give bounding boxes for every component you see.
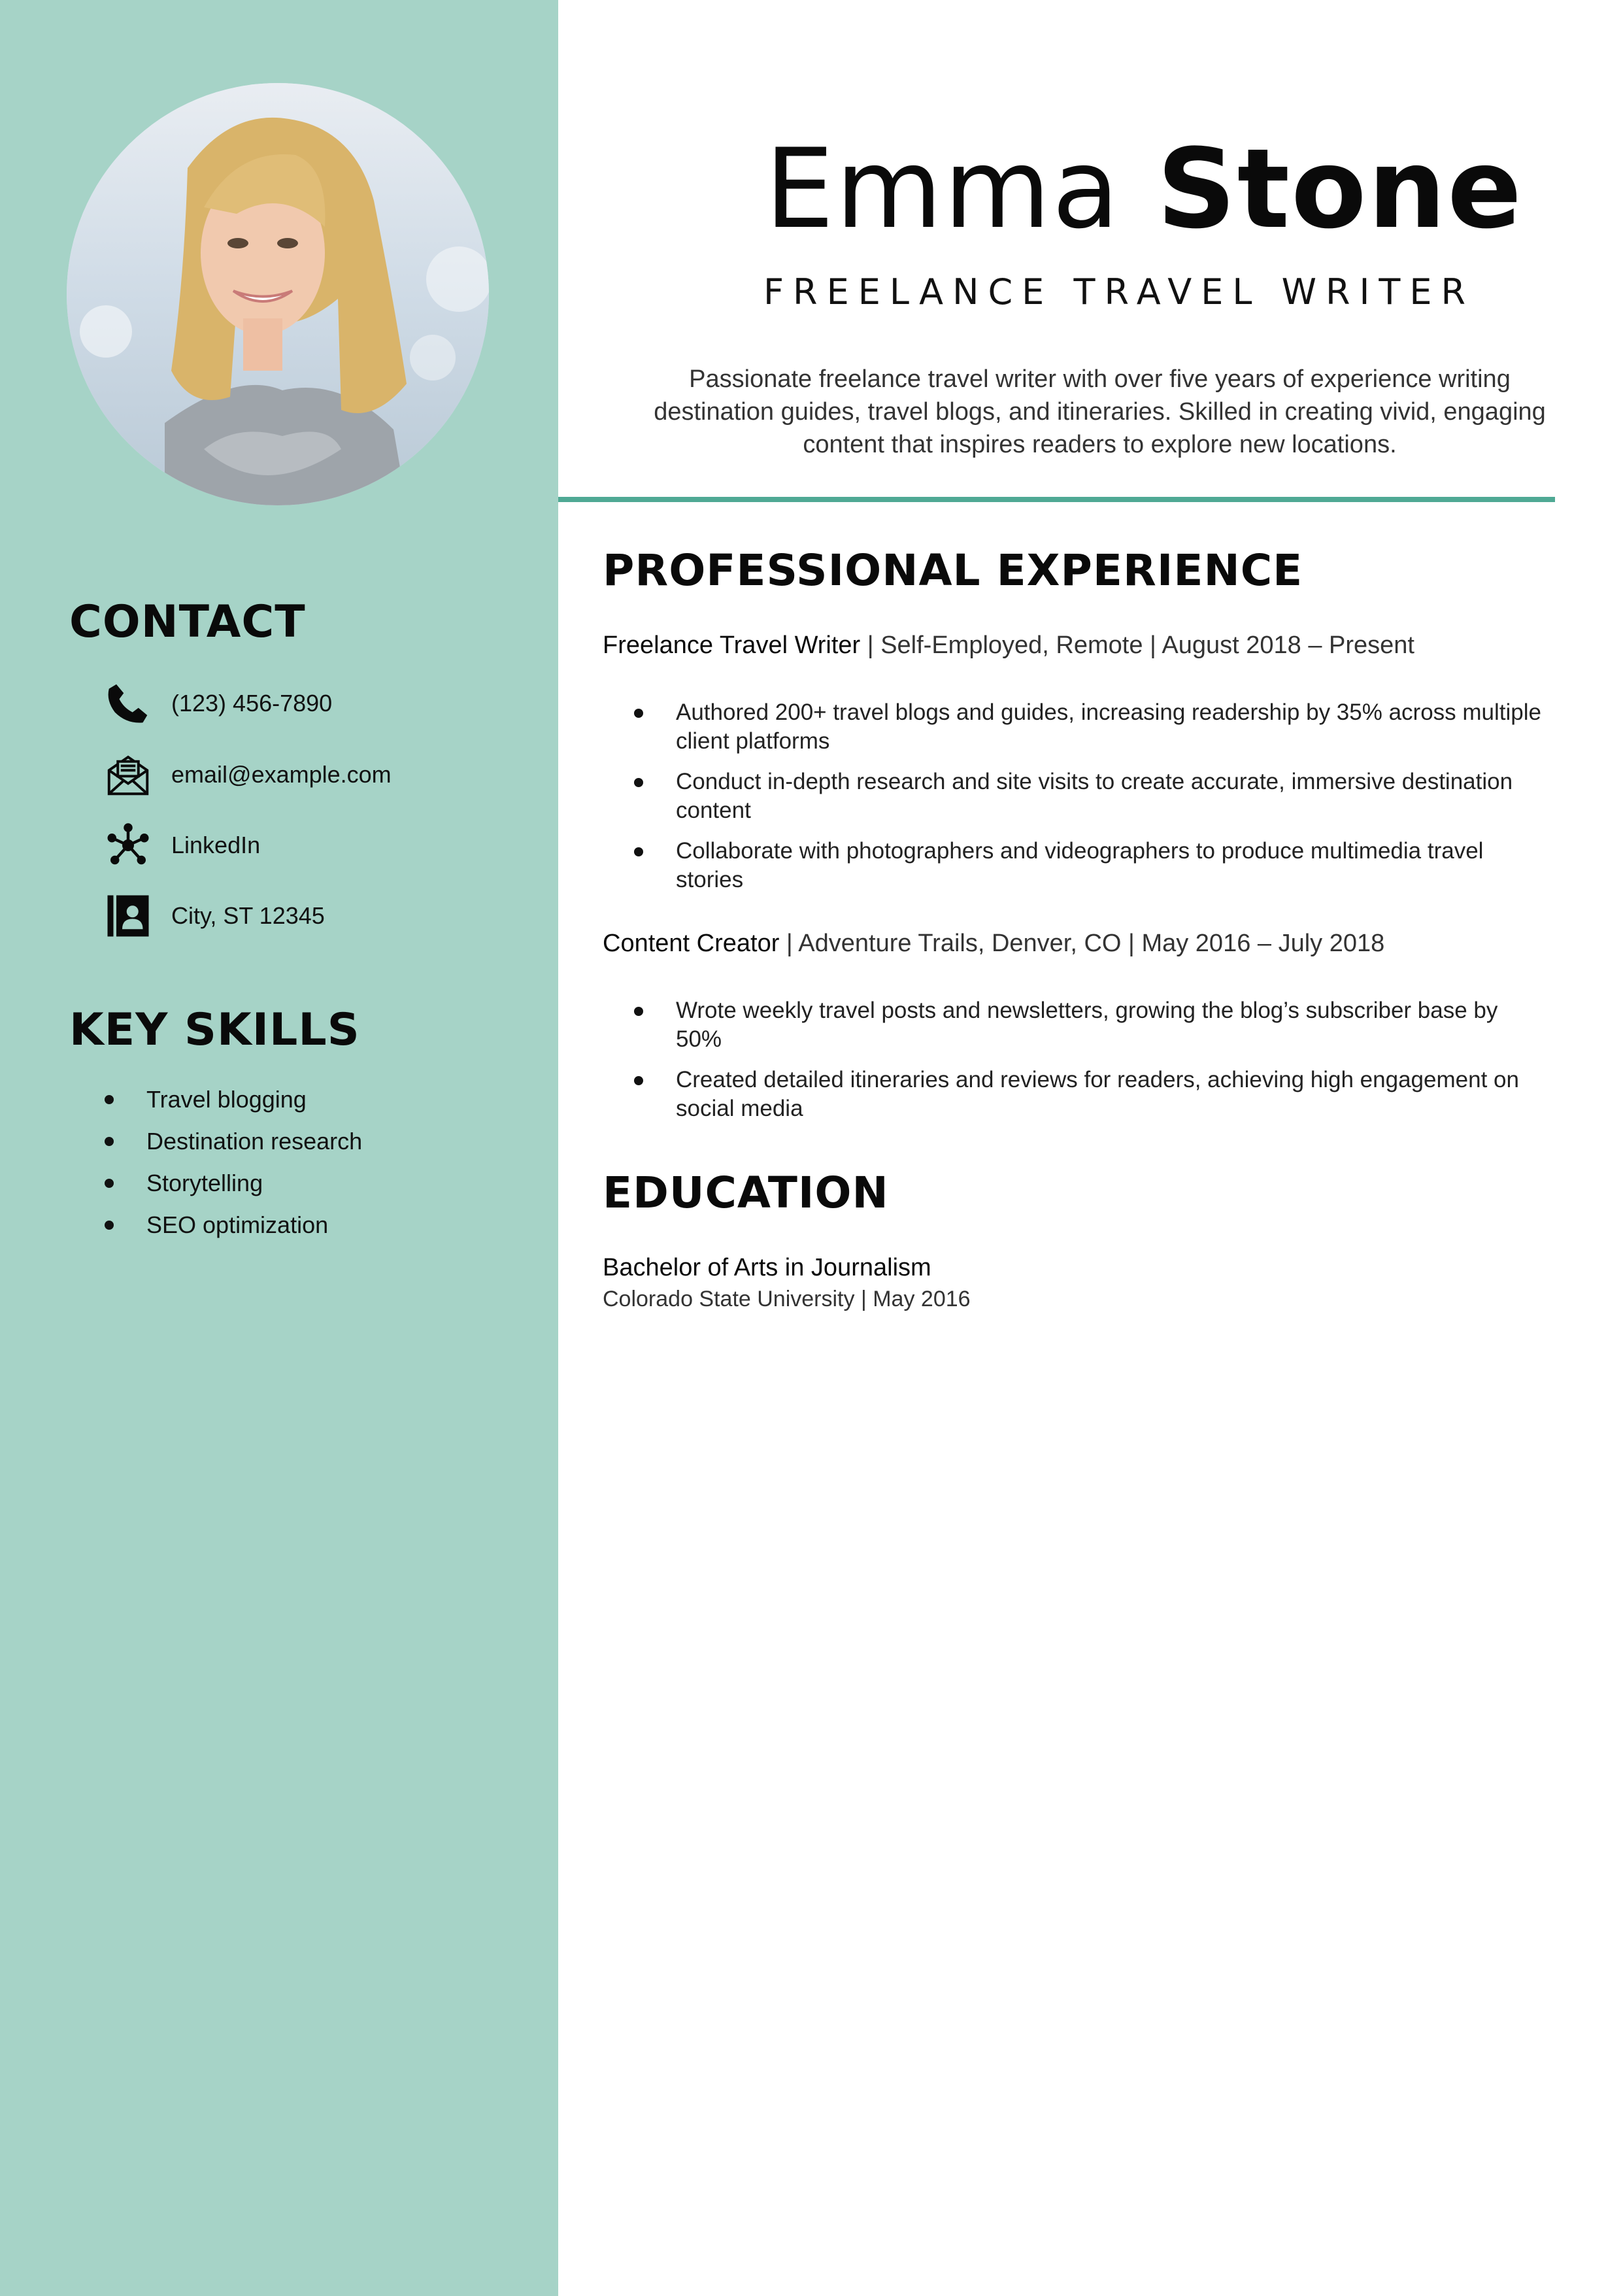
network-icon	[103, 820, 153, 870]
skill-item: SEO optimization	[105, 1209, 362, 1251]
list-item: Conduct in-depth research and site visits to create accurate, immersive destination content	[634, 768, 1543, 825]
summary: Passionate freelance travel writer with over five years of experience writing destination guides, travel blogs, and itineraries. Skilled in creating vivid, engaging content that inspires readers to explore new locations.	[654, 365, 1546, 458]
job-2-details: | Adventure Trails, Denver, CO | May 2016 – July 2018	[779, 930, 1385, 957]
job-1-bullets	[634, 698, 1543, 906]
contact-email-text[interactable]: email@example.com	[171, 761, 392, 788]
skill-item: Destination research	[105, 1125, 362, 1167]
skills-list	[105, 1083, 362, 1251]
school-line: Colorado State University | May 2016	[603, 1287, 971, 1311]
bullet	[105, 1137, 114, 1146]
experience-heading: PROFESSIONAL EXPERIENCE	[603, 545, 1303, 596]
list-item: Created detailed itineraries and reviews for readers, achieving high engagement on social media	[634, 1066, 1543, 1123]
last-name: Stone	[1156, 125, 1524, 253]
contact-address-text: City, ST 12345	[171, 902, 325, 929]
job-1-role: Freelance Travel Writer	[603, 632, 861, 659]
bullet	[634, 1007, 643, 1016]
first-name: Emma	[765, 125, 1121, 253]
full-name	[765, 125, 1524, 253]
skills-heading: KEY SKILLS	[69, 1004, 360, 1056]
job-1-details: | Self-Employed, Remote | August 2018 – Present	[860, 632, 1414, 659]
contact-phone-text: (123) 456-7890	[171, 690, 333, 717]
header-divider	[558, 497, 1555, 502]
bullet	[105, 1095, 114, 1104]
address-book-icon	[103, 891, 153, 941]
contact-address	[103, 891, 325, 941]
bullet	[634, 1076, 643, 1085]
contact-email	[103, 750, 392, 800]
bullet	[105, 1221, 114, 1230]
skill-item: Travel blogging	[105, 1083, 362, 1125]
bullet	[634, 847, 643, 856]
phone-icon	[103, 679, 153, 728]
skill-item: Storytelling	[105, 1167, 362, 1209]
degree: Bachelor of Arts in Journalism	[603, 1254, 931, 1281]
bullet	[634, 709, 643, 718]
job-2-bullets	[634, 996, 1543, 1135]
contact-phone	[103, 679, 332, 728]
bullet	[634, 778, 643, 787]
list-item: Wrote weekly travel posts and newsletters, growing the blog’s subscriber base by 50%	[634, 996, 1543, 1054]
list-item: Authored 200+ travel blogs and guides, increasing readership by 35% across multiple client platforms	[634, 698, 1543, 756]
job-title: FREELANCE TRAVEL WRITER	[763, 271, 1475, 312]
profile-photo	[67, 83, 489, 505]
job-2-role: Content Creator	[603, 930, 780, 957]
list-item: Collaborate with photographers and videographers to produce multimedia travel stories	[634, 837, 1543, 894]
contact-linkedin-text[interactable]: LinkedIn	[171, 832, 261, 858]
email-icon	[103, 750, 153, 800]
job-1-line	[603, 632, 1414, 660]
education-heading: EDUCATION	[603, 1168, 889, 1218]
job-2-line	[603, 930, 1384, 958]
bullet	[105, 1179, 114, 1188]
contact-heading: CONTACT	[69, 596, 306, 648]
contact-linkedin	[103, 820, 260, 870]
